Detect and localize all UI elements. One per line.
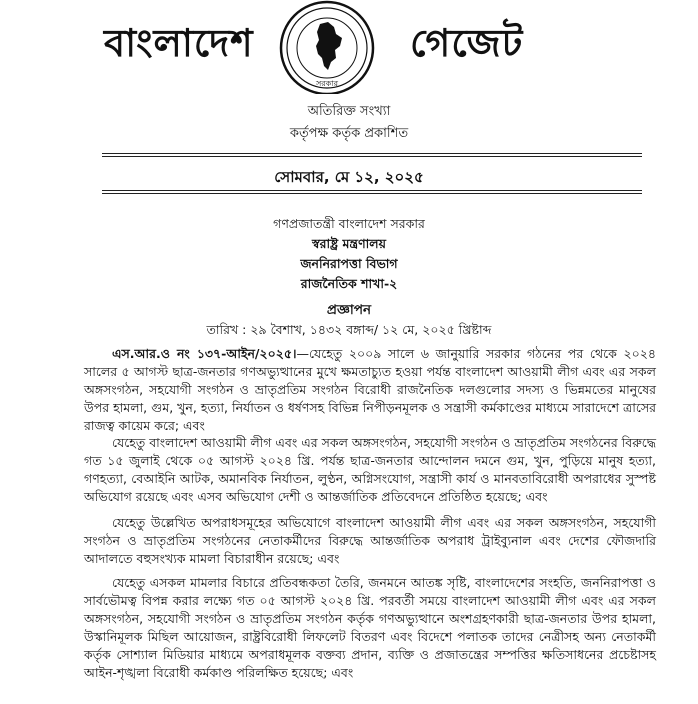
seal-bottom-text: সরকার <box>315 79 339 88</box>
paragraph-text: যেহেতু এসকল মামলার বিচারে প্রতিবন্ধকতা তৈরি, জনমনে আতঙ্ক সৃষ্টি, বাংলাদেশের সংহতি, জননিরাপত্তা ও সার্বভৌমত্ব বিপন্ন করার লক্ষ্যে গত ০৫ আগস্ট ২০২৪ খ্রি. পরবর্তী সময়ে বাংলাদেশ আওয়ামী লীগ এবং এর সকল অঙ্গসংগঠন, সহযোগী সংগঠন ও ভ্রাতৃপ্রতিম সংগঠন কর্তৃক গণঅভ্যুত্থানে অংশগ্রহণকারী ছাত্র-জনতার উপর হামলা, উস্কানিমূলক মিছিল আয়োজন, রাষ্ট্রবিরোধী লিফলেট বিতরণ এবং বিদেশে পলাতক তাদের নেত্রীসহ অন্য নেতাকর্মী কর্তৃক সোশ্যাল মিডিয়ার মাধ্যমে অপরাধমূলক বক্তব্য প্রদান, ব্যক্তি ও প্রজাতন্ত্রের সম্পত্তির ক্ষতিসাধনের প্রচেষ্টাসহ আইন-শৃঙ্খলা বিরোধী কর্মকাণ্ড পরিলক্ষিত হয়েছে; এবং <box>84 575 656 680</box>
issue-date: সোমবার, মে ১২, ২০২৫ <box>274 168 424 186</box>
ministry-name: স্বরাষ্ট্র মন্ত্রণালয় <box>312 236 386 251</box>
masthead-right: গেজেট <box>410 21 524 65</box>
branch-name: রাজনৈতিক শাখা-২ <box>300 276 398 291</box>
divider-bottom <box>102 190 642 191</box>
divider-top <box>102 153 642 154</box>
masthead-left: বাংলাদেশ <box>104 21 254 65</box>
notification-body <box>84 345 656 435</box>
extraordinary-issue-label: অতিরিক্ত সংখ্যা <box>307 104 391 119</box>
government-name: গণপ্রজাতন্ত্রী বাংলাদেশ সরকার <box>273 216 425 231</box>
notification-body-3 <box>84 514 656 568</box>
paragraph-text: যেহেতু বাংলাদেশ আওয়ামী লীগ এবং এর সকল অঙ্গসংগঠন, সহযোগী সংগঠন ও ভ্রাতৃপ্রতিম সংগঠনের বিরুদ্ধে গত ১৫ জুলাই থেকে ০৫ আগস্ট ২০২৪ খ্রি. পর্যন্ত ছাত্র-জনতার আন্দোলন দমনে গুম, খুন, পুড়িয়ে মানুষ হত্যা, গণহত্যা, বেআইনি আটক, অমানবিক নির্যাতন, লুণ্ঠন, অগ্নিসংযোগ, সন্ত্রাসী কার্য ও মানবতাবিরোধী অপরাধের সুস্পষ্ট অভিযোগ রয়েছে এবং এসব অভিযোগ দেশী ও আন্তর্জাতিক প্রতিবেদনে প্রতিষ্ঠিত হয়েছে; এবং <box>84 435 656 504</box>
notification-title: প্রজ্ঞাপন <box>326 302 372 318</box>
paragraph-3 <box>84 514 656 568</box>
published-by-authority-label: কর্তৃপক্ষ কর্তৃক প্রকাশিত <box>289 126 409 141</box>
notification-body-4 <box>84 574 656 682</box>
notification-date: তারিখ : ২৯ বৈশাখ, ১৪৩২ বঙ্গাব্দ/ ১২ মে, ২০২৫ খ্রিষ্টাব্দ <box>206 322 492 337</box>
divider-top-inner <box>102 156 642 157</box>
paragraph-2 <box>84 434 656 506</box>
paragraph-text: —যেহেতু ২০০৯ সালে ৬ জানুয়ারি সরকার গঠনের পর থেকে ২০২৪ সালের ৫ আগস্ট ছাত্র-জনতার গণঅভ্যুত্থানের মুখে ক্ষমতাচ্যুত হওয়া পর্যন্ত বাংলাদেশ আওয়ামী লীগ এবং এর সকল অঙ্গসংগঠন, সহযোগী সংগঠন ও ভ্রাতৃপ্রতিম সংগঠন বিরোধী রাজনৈতিক দলগুলোর সদস্য ও ভিন্নমতের মানুষের উপর হামলা, গুম, খুন, হত্যা, নির্যাতন ও ধর্ষণসহ বিভিন্ন নিপীড়নমূলক ও সন্ত্রাসী কর্মকাণ্ডের মাধ্যমে সারাদেশে ত্রাসের রাজত্ব কায়েম করে; এবং <box>84 346 657 433</box>
division-name: জননিরাপত্তা বিভাগ <box>300 256 398 271</box>
government-seal-icon <box>268 0 386 94</box>
paragraph-4 <box>84 574 656 682</box>
divider-bottom-inner <box>102 193 642 194</box>
sro-reference: এস.আর.ও নং ১৩৭-আইন/২০২৫। <box>112 346 297 361</box>
paragraph-text: যেহেতু উল্লেখিত অপরাধসমূহের অভিযোগে বাংলাদেশ আওয়ামী লীগ এবং এর সকল অঙ্গসংগঠন, সহযোগী সংগঠন ও ভ্রাতৃপ্রতিম সংগঠনের নেতাকর্মীদের বিরুদ্ধে আন্তর্জাতিক অপরাধ ট্রাইব্যুনাল এবং দেশের ফৌজদারি আদালতে বহুসংখ্যক মামলা বিচারাধীন রয়েছে; এবং <box>84 515 656 566</box>
notification-body-2 <box>84 434 656 506</box>
paragraph-1 <box>84 345 656 435</box>
